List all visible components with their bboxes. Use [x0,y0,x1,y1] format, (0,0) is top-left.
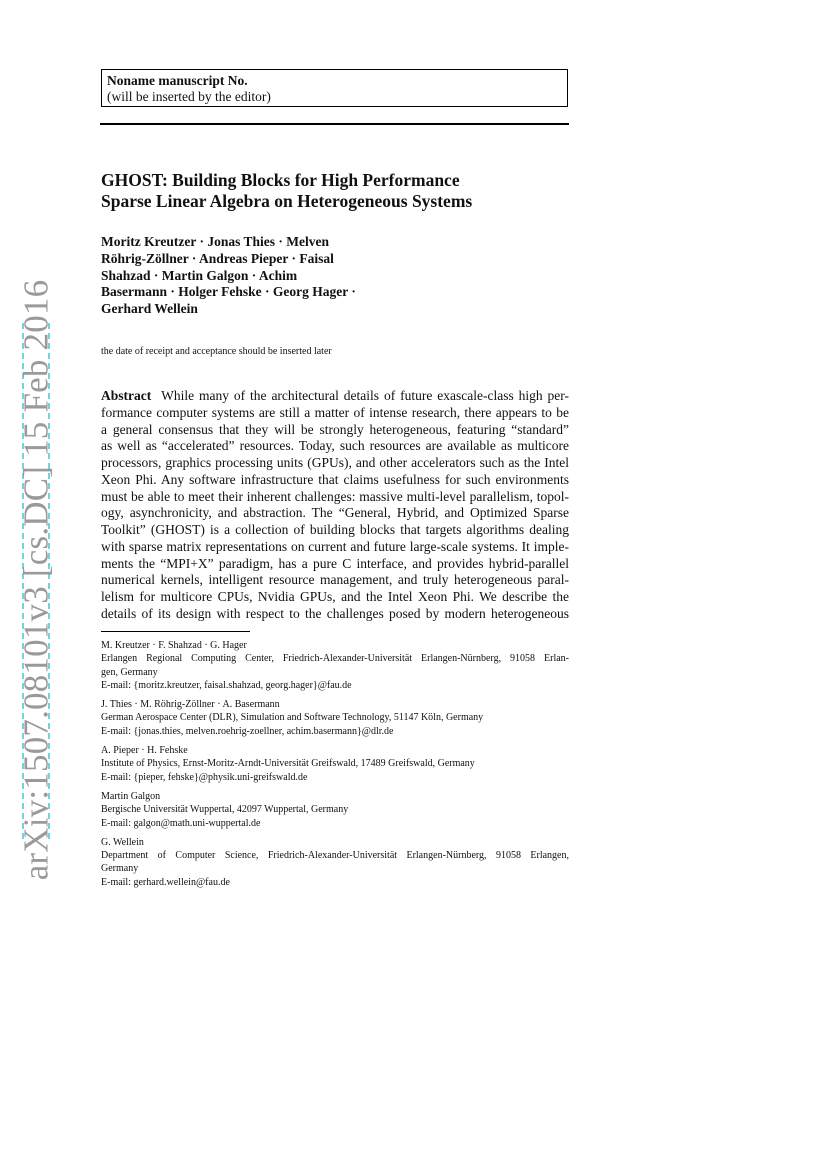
affiliation-institution: gen, Germany [101,666,158,678]
abstract-line: as well as “accelerated” resources. Today, such resources are available as multicore [101,438,569,454]
author-line: Basermann · Holger Fehske · Georg Hager · [101,284,356,300]
abstract-keyword: Abstract [101,388,152,403]
abstract-line: processors, graphics processing units (GPUs), and other accelerators such as the Intel [101,455,569,470]
abstract-line: must be able to meet their inherent challenges: massive multi-level parallelism, topol- [101,488,569,504]
affiliation-institution: Erlangen Regional Computing Center, Friedrich-Alexander-Universität Erlangen-Nürnberg, 91058 Erlan- [101,653,569,665]
paper-title [101,170,561,212]
affiliation-email: E-mail: galgon@math.uni-wuppertal.de [101,817,261,829]
affiliations [101,639,569,895]
author-line: Gerhard Wellein [101,301,198,317]
affiliation-institution: Department of Computer Science, Friedrich-Alexander-Universität Erlangen-Nürnberg, 91058 Erlangen, [101,850,569,862]
abstract-line: details of its design with respect to the challenges posed by modern heterogeneous [101,605,569,621]
affiliation-institution: Germany [101,863,139,875]
affiliation-institution: Bergische Universität Wuppertal, 42097 Wuppertal, Germany [101,804,349,816]
manuscript-number-label: Noname manuscript No. [107,73,248,88]
affiliation-block [101,790,569,830]
header-rule [100,123,569,125]
abstract-line: a general consensus that they will be strongly heterogeneous, featuring “standard” [101,421,569,437]
affiliation-names: M. Kreutzer · F. Shahzad · G. Hager [101,640,247,651]
title-line-2: Sparse Linear Algebra on Heterogeneous Systems [101,191,473,211]
affiliation-block [101,698,569,738]
affiliation-institution: German Aerospace Center (DLR), Simulation and Software Technology, 51147 Köln, Germany [101,712,484,724]
affiliation-names: Martin Galgon [101,790,161,802]
abstract-line: Xeon Phi. Any software infrastructure that claims usefulness for such environments [101,471,569,487]
arxiv-identifier: arXiv:1507.08101v3 [cs.DC] 15 Feb 2016 [16,279,56,881]
footnote-rule [101,631,250,632]
abstract-line: numerical kernels, intelligent resource management, and truly heterogeneous paral- [101,572,569,588]
author-line: Moritz Kreutzer · Jonas Thies · Melven [101,234,329,249]
editor-note: (will be inserted by the editor) [107,89,271,104]
affiliation-email: E-mail: gerhard.wellein@fau.de [101,876,230,888]
abstract-line: lelism for multicore CPUs, Nvidia GPUs, and the Intel Xeon Phi. We describe the [101,589,569,604]
affiliation-email: E-mail: {pieper, fehske}@physik.uni-greifswald.de [101,771,308,783]
arxiv-stamp [10,279,62,881]
affiliation-names: A. Pieper · H. Fehske [101,745,188,757]
affiliation-names: J. Thies · M. Röhrig-Zöllner · A. Basermann [101,699,280,711]
abstract-line: with sparse matrix representations on current and future large-scale systems. It imple- [101,538,569,554]
affiliation-names: G. Wellein [101,836,144,848]
receipt-date-note: the date of receipt and acceptance should be inserted later [101,346,332,357]
title-line-1: GHOST: Building Blocks for High Performance [101,170,460,190]
abstract [101,388,569,623]
affiliation-block [101,836,569,889]
affiliation-block [101,744,569,784]
affiliation-email: E-mail: {jonas.thies, melven.roehrig-zoellner, achim.basermann}@dlr.de [101,725,394,737]
author-line: Röhrig-Zöllner · Andreas Pieper · Faisal [101,250,334,266]
abstract-line: ments the “MPI+X” paradigm, has a pure C interface, and provides hybrid-parallel [101,555,569,571]
author-line: Shahzad · Martin Galgon · Achim [101,267,298,283]
author-list [101,234,391,318]
abstract-line [101,388,569,405]
abstract-line: Toolkit” (GHOST) is a collection of building blocks that targets algorithms dealing [101,522,569,537]
editor-notice-box [101,69,568,107]
abstract-first-line: While many of the architectural details of future exascale-class high per- [161,388,569,403]
affiliation-block [101,639,569,692]
affiliation-institution: Institute of Physics, Ernst-Moritz-Arndt-Universität Greifswald, 17489 Greifswald, Germany [101,758,475,770]
affiliation-email: E-mail: {moritz.kreutzer, faisal.shahzad, georg.hager}@fau.de [101,679,352,691]
abstract-line: ogy, asynchronicity, and abstraction. The “General, Hybrid, and Optimized Sparse [101,505,569,521]
abstract-line: formance computer systems are still a matter of intense research, there appears to be [101,404,569,420]
